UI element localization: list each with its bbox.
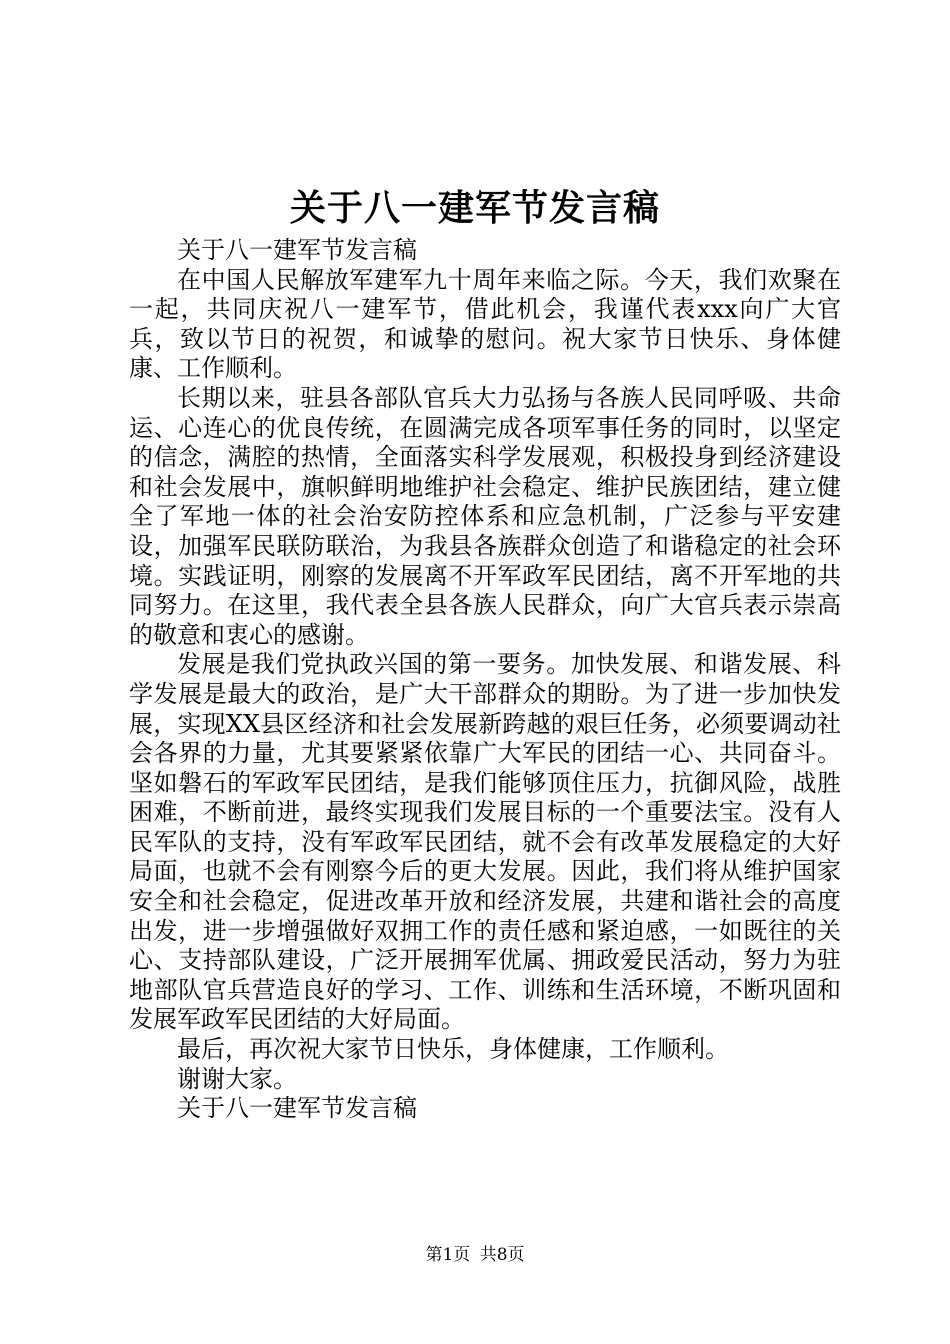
document-body bbox=[129, 236, 841, 1124]
document-title: 关于八一建军节发言稿 bbox=[289, 187, 660, 229]
paragraph-heading-next: 关于八一建军节发言稿 bbox=[177, 1094, 417, 1123]
paragraph-history: 长期以来，驻县各部队官兵大力弘扬与各族人民同呼吸、共命运、心连心的优良传统，在圆满完成各项军事任务的同时，以坚定的信念，满腔的热情，全面落实科学发展观，积极投身到经济建设和社会发展中，旗帜鲜明地维护社会稳定、维护民族团结，建立健全了军地一体的社会治安防控体系和应急机制，广泛参与平安建设，加强军民联防联治，为我县各族群众创造了和谐稳定的社会环境。实践证明，刚察的发展离不开军政军民团结，离不开军地的共同努力。在这里，我代表全县各族人民群众，向广大官兵表示崇高的敬意和衷心的感谢。 bbox=[129, 383, 841, 649]
current-page-number: 第1页 bbox=[425, 1245, 471, 1265]
total-page-count: 共8页 bbox=[479, 1245, 525, 1265]
paragraph-heading-repeat: 关于八一建军节发言稿 bbox=[177, 236, 417, 264]
paragraph-closing-wishes: 最后，再次祝大家节日快乐，身体健康，工作顺利。 bbox=[177, 1035, 729, 1064]
paragraph-development: 发展是我们党执政兴国的第一要务。加快发展、和谐发展、科学发展是最大的政治，是广大干部群众的期盼。为了进一步加快发展，实现XX县区经济和社会发展新跨越的艰巨任务，必须要调动社会各界的力量，尤其要紧紧依靠广大军民的团结一心、共同奋斗。坚如磐石的军政军民团结，是我们能够顶住压力，抗御风险，战胜困难，不断前进，最终实现我们发展目标的一个重要法宝。没有人民军队的支持，没有军政军民团结，就不会有改革发展稳定的大好局面，也就不会有刚察今后的更大发展。因此，我们将从维护国家安全和社会稳定，促进改革开放和经济发展，共建和谐社会的高度出发，进一步增强做好双拥工作的责任感和紧迫感，一如既往的关心、支持部队建设，广泛开展拥军优属、拥政爱民活动，努力为驻地部队官兵营造良好的学习、工作、训练和生活环境，不断巩固和发展军政军民团结的大好局面。 bbox=[129, 650, 841, 1034]
page-footer bbox=[0, 1244, 950, 1266]
paragraph-greeting: 在中国人民解放军建军九十周年来临之际。今天，我们欢聚在一起，共同庆祝八一建军节，借此机会，我谨代表xxx向广大官兵，致以节日的祝贺，和诚挚的慰问。祝大家节日快乐、身体健康、工作顺利。 bbox=[129, 265, 841, 383]
paragraph-thanks: 谢谢大家。 bbox=[177, 1064, 297, 1093]
